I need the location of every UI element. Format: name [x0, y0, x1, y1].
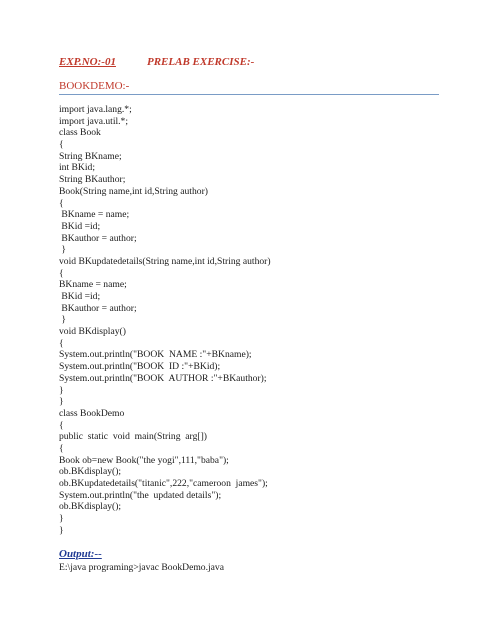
- code-line: }: [59, 244, 67, 256]
- code-line: String BKauthor;: [59, 174, 126, 186]
- code-line: int BKid;: [59, 162, 95, 174]
- code-line: System.out.println("BOOK ID :"+BKid);: [59, 361, 221, 373]
- code-line: ob.BKdisplay();: [59, 501, 122, 513]
- code-line: public static void main(String arg[]): [59, 431, 207, 443]
- code-line: System.out.println("BOOK AUTHOR :"+BKauthor);: [59, 372, 267, 384]
- code-line: {: [59, 267, 64, 279]
- code-line: ob.BKupdatedetails("titanic",222,"cameroon james");: [59, 478, 268, 489]
- code-line: class Book: [59, 127, 101, 139]
- code-block: [59, 104, 271, 536]
- code-line: }: [59, 314, 67, 326]
- code-line: {: [59, 197, 64, 209]
- code-line: {: [59, 419, 64, 431]
- code-line: BKname = name;: [59, 279, 127, 291]
- code-line: }: [59, 513, 64, 525]
- code-line: import java.lang.*;: [59, 104, 132, 115]
- code-line: }: [59, 524, 64, 536]
- section-title: BOOKDEMO:-: [59, 80, 130, 92]
- code-line: String BKname;: [59, 150, 122, 162]
- code-line: BKname = name;: [59, 209, 130, 221]
- experiment-number: EXP.NO:-01: [59, 56, 116, 68]
- code-line: {: [59, 139, 64, 151]
- code-line: {: [59, 337, 64, 349]
- code-line: BKid =id;: [59, 220, 101, 232]
- code-line: System.out.println("BOOK NAME :"+BKname);: [59, 349, 252, 361]
- code-line: import java.util.*;: [59, 115, 129, 127]
- code-line: class BookDemo: [59, 407, 125, 419]
- code-line: BKid =id;: [59, 291, 101, 302]
- code-line: System.out.println("the updated details");: [59, 489, 222, 501]
- code-line: void BKdisplay(): [59, 326, 126, 338]
- prelab-title: PRELAB EXERCISE:-: [147, 56, 255, 68]
- code-line: Book(String name,int id,String author): [59, 185, 208, 197]
- code-line: void BKupdatedetails(String name,int id,String author): [59, 255, 271, 267]
- section-divider: [59, 94, 439, 95]
- code-line: ob.BKdisplay();: [59, 466, 122, 478]
- code-line: }: [59, 396, 64, 408]
- code-line: BKauthor = author;: [59, 232, 137, 244]
- code-line: {: [59, 442, 64, 454]
- output-heading: Output:--: [59, 548, 102, 560]
- code-line: }: [59, 384, 64, 396]
- code-line: BKauthor = author;: [59, 302, 137, 314]
- output-command: E:\java programing>javac BookDemo.java: [59, 562, 224, 573]
- code-line: Book ob=new Book("the yogi",111,"baba");: [59, 454, 229, 466]
